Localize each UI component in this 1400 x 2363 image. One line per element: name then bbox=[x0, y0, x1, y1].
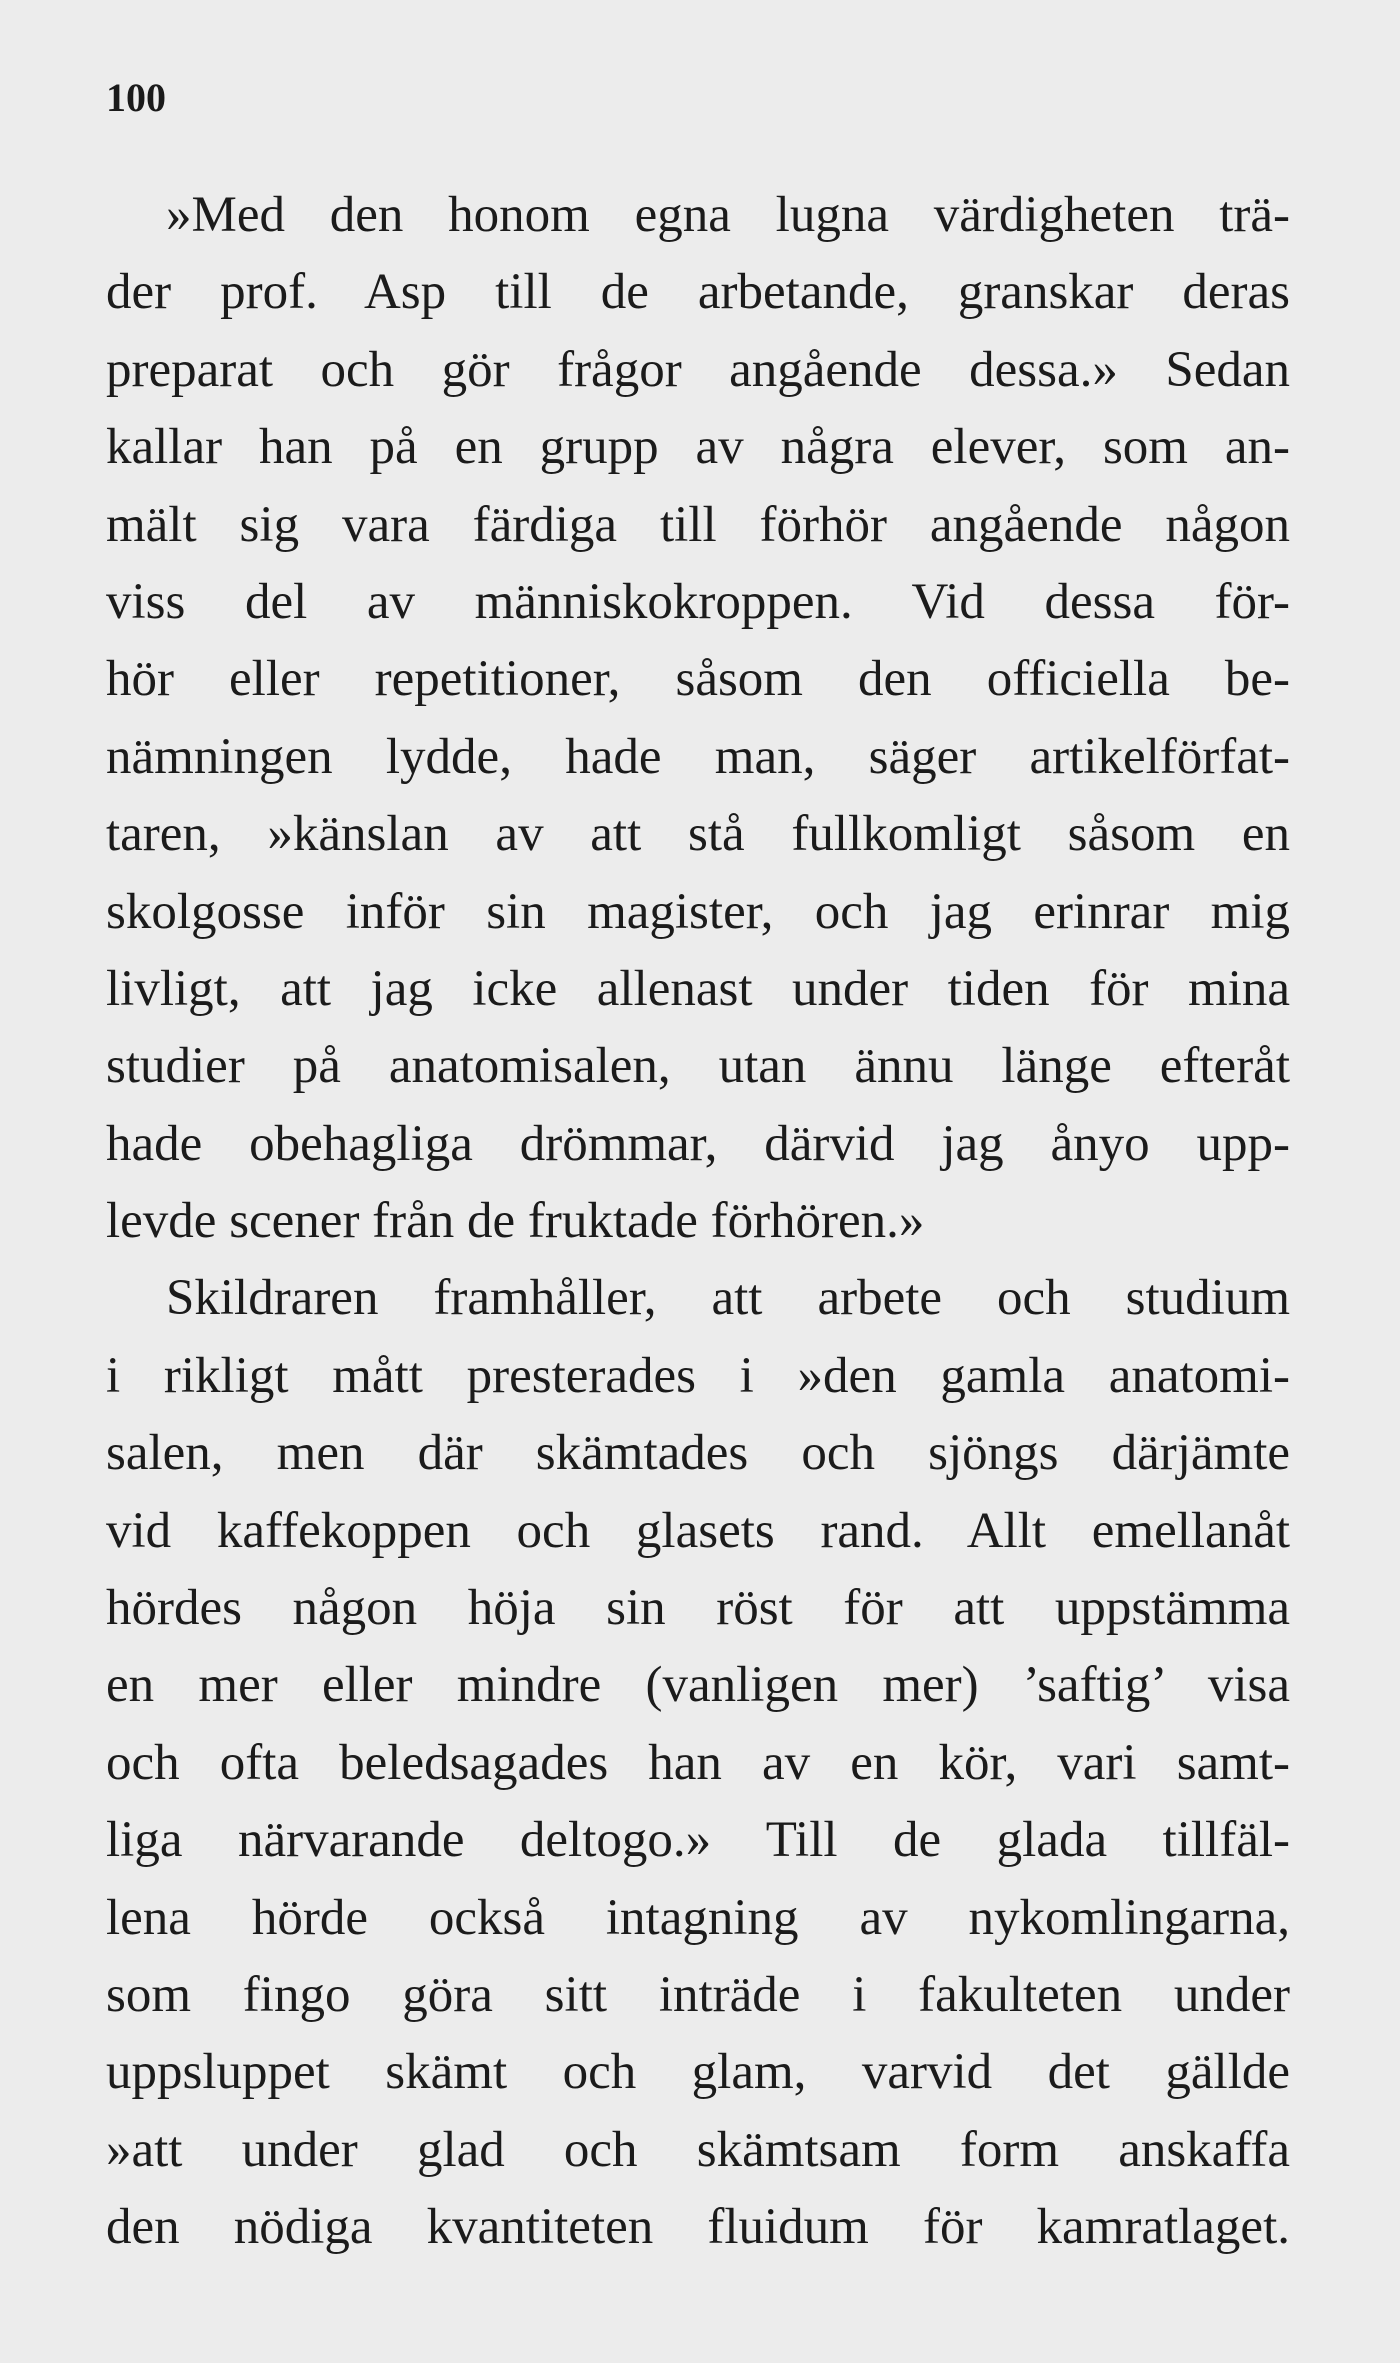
text-line: nämningen lydde, hade man, säger artikelförfat- bbox=[106, 728, 1290, 785]
text-line: »att under glad och skämtsam form anskaffa bbox=[106, 2121, 1290, 2178]
body-text bbox=[106, 177, 1290, 2267]
text-line: taren, »känslan av att stå fullkomligt såsom en bbox=[106, 806, 1290, 863]
text-line: studier på anatomisalen, utan ännu länge efteråt bbox=[106, 1038, 1290, 1095]
text-line: salen, men där skämtades och sjöngs därjämte bbox=[106, 1425, 1290, 1482]
text-line: der prof. Asp till de arbetande, granskar deras bbox=[106, 264, 1290, 321]
text-line: lena hörde också intagning av nykomlingarna, bbox=[106, 1889, 1290, 1946]
text-line: viss del av människokroppen. Vid dessa för- bbox=[106, 573, 1290, 630]
text-line: levde scener från de fruktade förhören.» bbox=[106, 1193, 925, 1250]
text-line: livligt, att jag icke allenast under tiden för mina bbox=[106, 960, 1290, 1017]
text-line: Skildraren framhåller, att arbete och studium bbox=[166, 1270, 1290, 1327]
page-number: 100 bbox=[106, 75, 166, 120]
text-line: vid kaffekoppen och glasets rand. Allt emellanåt bbox=[106, 1502, 1290, 1559]
text-line: mält sig vara färdiga till förhör angående någon bbox=[106, 496, 1290, 553]
text-line: som fingo göra sitt inträde i fakulteten under bbox=[106, 1966, 1290, 2023]
text-line: och ofta beledsagades han av en kör, vari samt- bbox=[106, 1734, 1290, 1791]
text-line: »Med den honom egna lugna värdigheten trä- bbox=[166, 187, 1290, 243]
text-line: liga närvarande deltogo.» Till de glada tillfäl- bbox=[106, 1812, 1290, 1869]
text-line: preparat och gör frågor angående dessa.» Sedan bbox=[106, 341, 1290, 398]
text-line: den nödiga kvantiteten fluidum för kamratlaget. bbox=[106, 2199, 1290, 2256]
text-line: hade obehagliga drömmar, därvid jag ånyo upp- bbox=[106, 1115, 1290, 1172]
text-line: hördes någon höja sin röst för att uppstämma bbox=[106, 1580, 1290, 1637]
text-line: uppsluppet skämt och glam, varvid det gällde bbox=[106, 2044, 1290, 2101]
text-line: en mer eller mindre (vanligen mer) ’saftig’ visa bbox=[106, 1657, 1290, 1714]
text-line: skolgosse inför sin magister, och jag erinrar mig bbox=[106, 883, 1290, 940]
text-line: hör eller repetitioner, såsom den officiella be- bbox=[106, 651, 1290, 708]
text-line: kallar han på en grupp av några elever, som an- bbox=[106, 419, 1290, 476]
text-line: i rikligt mått presterades i »den gamla anatomi- bbox=[106, 1347, 1290, 1404]
